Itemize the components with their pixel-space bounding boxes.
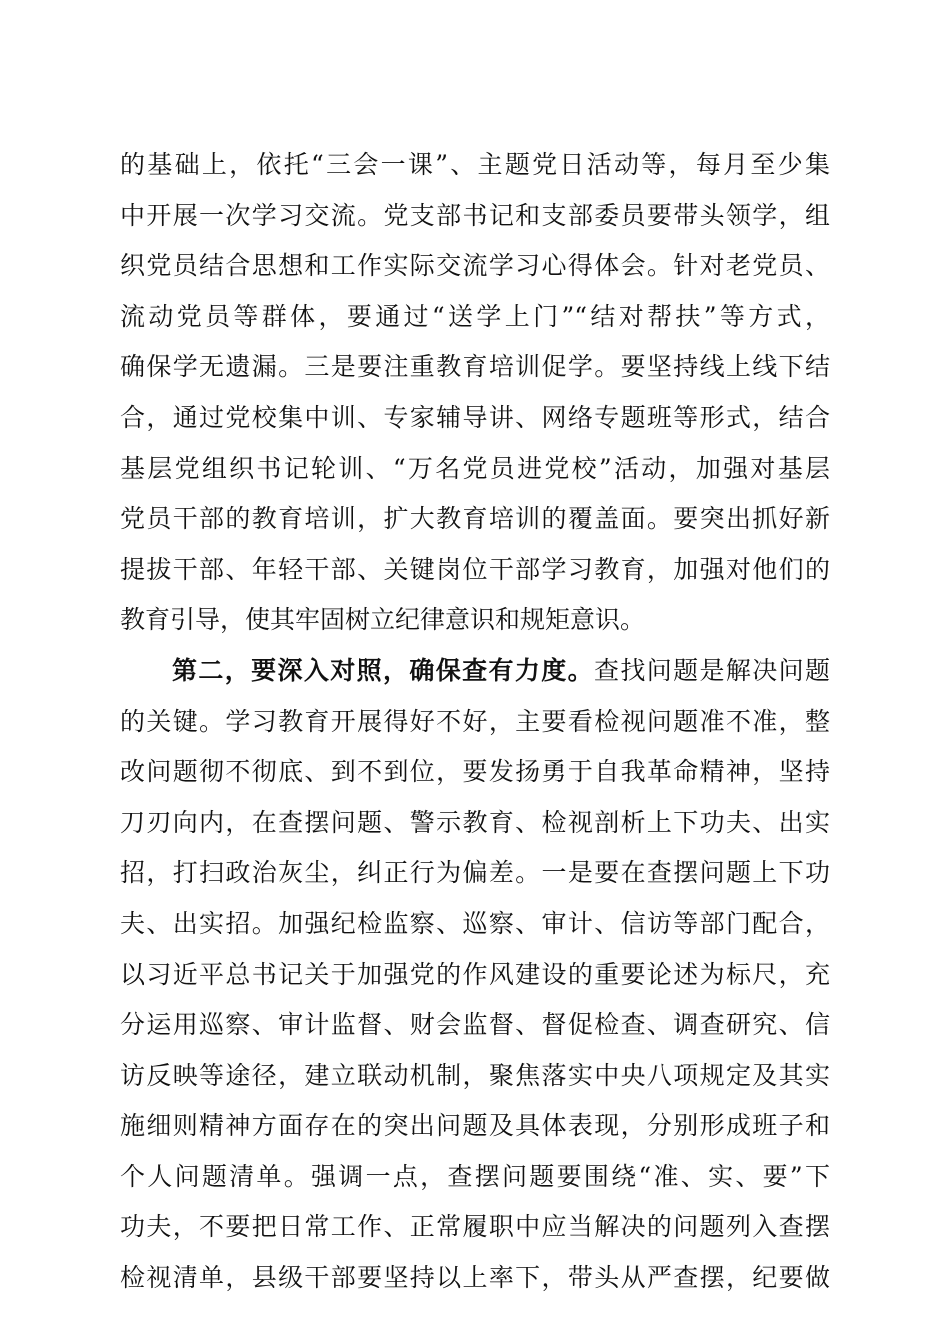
paragraph-1 xyxy=(120,140,830,646)
text-line: 流动党员等群体，要通过“送学上门”“结对帮扶”等方式， xyxy=(120,301,830,331)
text-line: 提拔干部、年轻干部、关键岗位干部学习教育，加强对他们的 xyxy=(120,554,830,584)
text-line: 合，通过党校集中训、专家辅导讲、网络专题班等形式，结合 xyxy=(120,402,830,432)
paragraph-2 xyxy=(120,646,830,1304)
text-line: 访反映等途径，建立联动机制，聚焦落实中央八项规定及其实 xyxy=(120,1060,830,1090)
text-line: 改问题彻不彻底、到不到位，要发扬勇于自我革命精神，坚持 xyxy=(120,757,830,787)
text-line: 夫、出实招。加强纪检监察、巡察、审计、信访等部门配合， xyxy=(120,908,830,938)
text-line: 的关键。学习教育开展得好不好，主要看检视问题准不准，整 xyxy=(120,706,830,736)
text-line: 党员干部的教育培训，扩大教育培训的覆盖面。要突出抓好新 xyxy=(120,504,830,534)
text-line: 检视清单，县级干部要坚持以上率下，带头从严查摆，纪要做 xyxy=(120,1263,830,1293)
text-line-first xyxy=(120,646,830,697)
text-line: 中开展一次学习交流。党支部书记和支部委员要带头领学，组 xyxy=(120,200,830,230)
section-heading: 第二，要深入对照，确保查有力度。 xyxy=(172,655,594,685)
text-line: 织党员结合思想和工作实际交流学习心得体会。针对老党员、 xyxy=(120,251,830,281)
text-line: 教育引导，使其牢固树立纪律意识和规矩意识。 xyxy=(120,605,646,635)
text-line: 功夫，不要把日常工作、正常履职中应当解决的问题列入查摆 xyxy=(120,1212,830,1242)
text-line: 刀刃向内，在查摆问题、警示教育、检视剖析上下功夫、出实 xyxy=(120,807,830,837)
text-line: 施细则精神方面存在的突出问题及具体表现，分别形成班子和 xyxy=(120,1111,830,1141)
text-line: 确保学无遗漏。三是要注重教育培训促学。要坚持线上线下结 xyxy=(120,352,830,382)
text-line: 以习近平总书记关于加强党的作风建设的重要论述为标尺，充 xyxy=(120,959,830,989)
text-line: 分运用巡察、审计监督、财会监督、督促检查、调查研究、信 xyxy=(120,1010,830,1040)
heading-continuation: 查找问题是解决问题 xyxy=(593,655,830,685)
text-line: 的基础上，依托“三会一课”、主题党日活动等，每月至少集 xyxy=(120,150,830,179)
document-body xyxy=(120,140,830,1304)
text-line: 基层党组织书记轮训、“万名党员进党校”活动，加强对基层 xyxy=(120,453,830,483)
text-line: 招，打扫政治灰尘，纠正行为偏差。一是要在查摆问题上下功 xyxy=(120,858,830,888)
text-line: 个人问题清单。强调一点，查摆问题要围绕“准、实、要”下 xyxy=(120,1161,830,1191)
